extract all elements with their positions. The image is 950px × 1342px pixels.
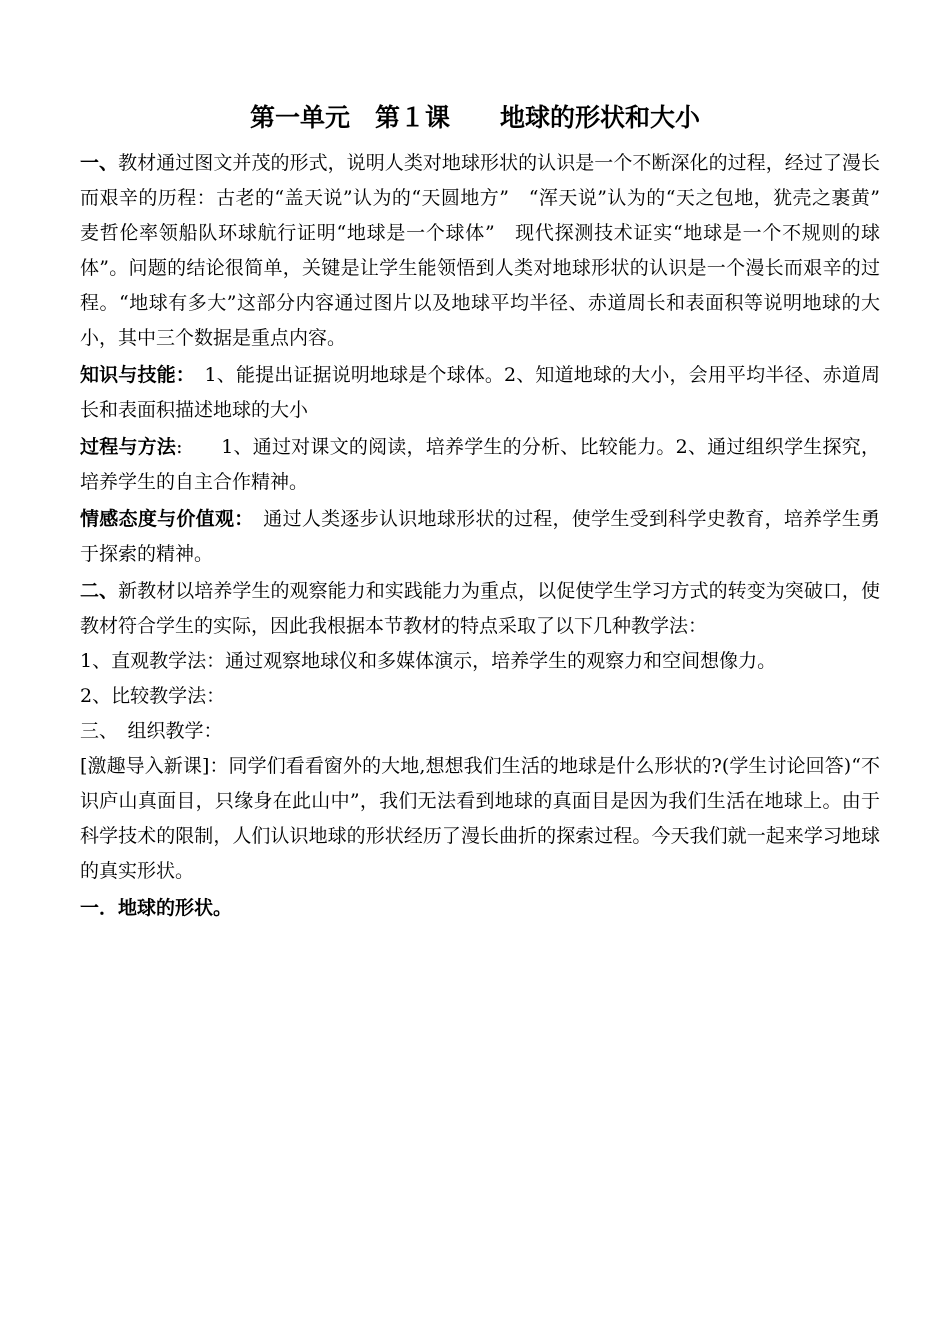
process-text: : 1、通过对课文的阅读，培养学生的分析、比较能力。2、通过组织学生探究，培养学生的自主合作精神。 — [80, 436, 880, 493]
paragraph-section-3: 三、 组织教学： — [80, 720, 223, 742]
document-body — [80, 146, 900, 926]
paragraph-section-1 — [80, 146, 900, 356]
emotion-label: 情感态度与价值观： — [80, 508, 245, 530]
knowledge-text: 1、能提出证据说明地球是个球体。2、知道地球的大小，会用平均半径、赤道周长和表面积描述地球的大小 — [80, 364, 880, 421]
paragraph-intro: [激趣导入新课]：同学们看看窗外的大地,想想我们生活的地球是什么形状的?(学生讨论回答)“不识庐山真面目，只缘身在此山中”，我们无法看到地球的真面目是因为我们生活在地球上。由于科学技术的限制，人们认识地球的形状经历了漫长曲折的探索过程。今天我们就一起来学习地球的真实形状。 — [80, 755, 880, 882]
page-title: 第一单元 第１课 地球的形状和大小 — [249, 103, 700, 132]
paragraph-section-2 — [80, 574, 880, 644]
section-2-label: 二、 — [80, 580, 119, 602]
process-label: 过程与方法 — [80, 436, 177, 458]
emotion-text: 通过人类逐步认识地球形状的过程，使学生受到科学史教育，培养学生勇于探索的精神。 — [80, 508, 880, 565]
heading-earth-shape: 一．地球的形状。 — [80, 897, 233, 919]
section-1-text: 教材通过图文并茂的形式，说明人类对地球形状的认识是一个不断深化的过程，经过了漫长而艰辛的历程：古老的“盖天说”认为的“天圆地方” “浑天说”认为的“天之包地，犹壳之裹黄” 麦哲伦率领船队环球航行证明“地球是一个球体” 现代探测技术证实“地球是一个不规则的球体”。问题的结论很简单，关键是让学生能领悟到人类对地球形状的认识是一个漫长而艰辛的过程。“地球有多大”这部分内容通过图片以及地球平均半径、赤道周长和表面积等说明地球的大小，其中三个数据是重点内容。 — [80, 152, 900, 349]
paragraph-emotion — [80, 502, 880, 572]
paragraph-method-1: 1、直观教学法：通过观察地球仪和多媒体演示，培养学生的观察力和空间想像力。 — [80, 650, 777, 672]
knowledge-label: 知识与技能： — [80, 364, 186, 386]
section-2-text: 新教材以培养学生的观察能力和实践能力为重点，以促使学生学习方式的转变为突破口，使教材符合学生的实际，因此我根据本节教材的特点采取了以下几种教学法： — [80, 580, 880, 637]
section-1-label: 一、 — [80, 152, 119, 174]
paragraph-knowledge — [80, 358, 880, 428]
paragraph-process — [80, 430, 880, 500]
paragraph-method-2: 2、比较教学法： — [80, 685, 226, 707]
